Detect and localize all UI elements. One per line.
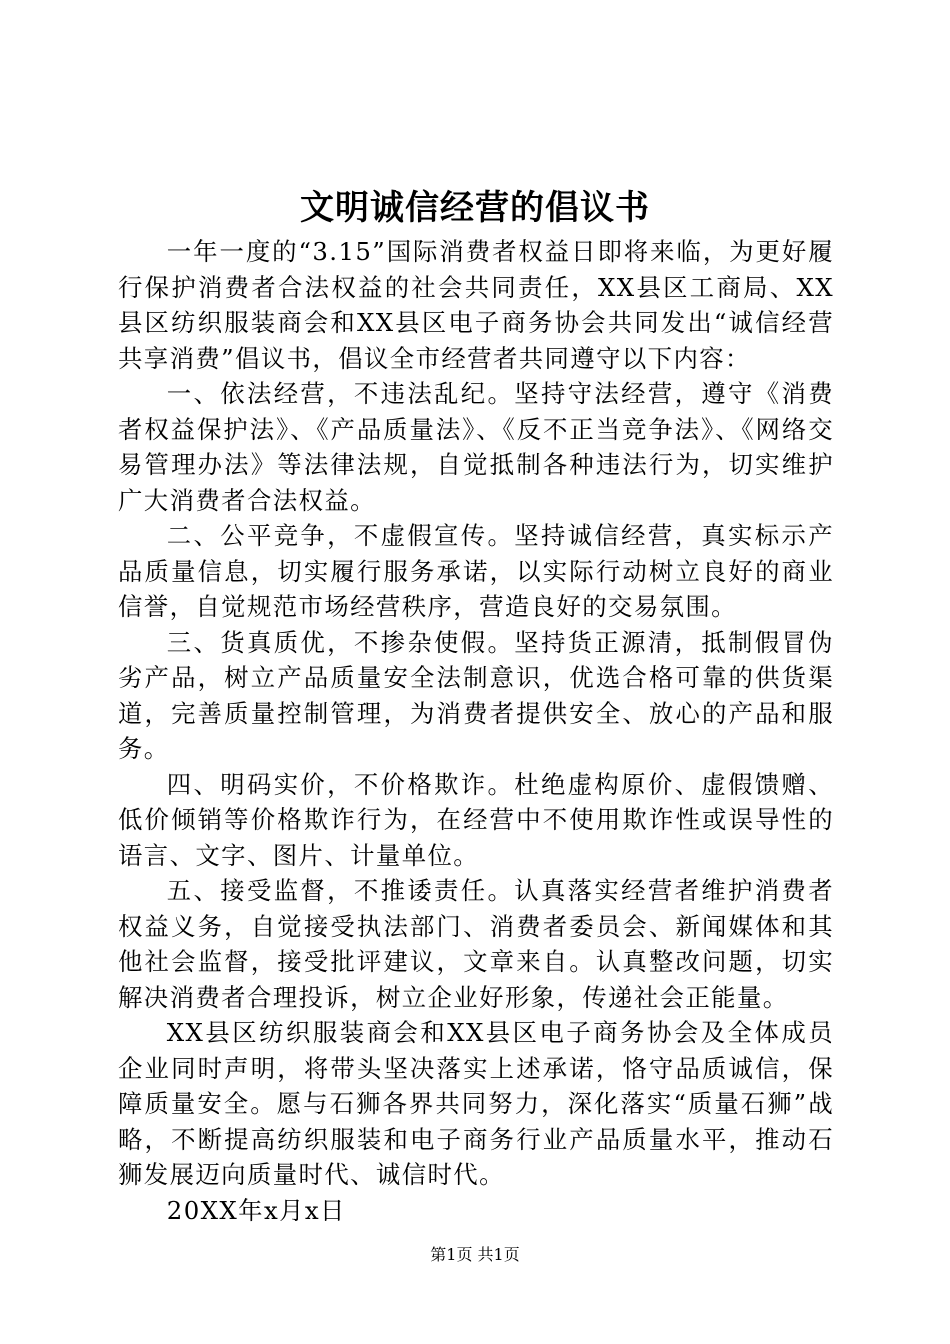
item-1-paragraph: 一、依法经营，不违法乱纪。坚持守法经营，遵守《消费者权益保护法》、《产品质量法》、《反不正当竞争法》、《网络交易管理办法》等法律法规，自觉抵制各种违法行为，切实维护广大消费者合法权益。: [118, 379, 834, 515]
date-line: 20XX年x月x日: [166, 1195, 346, 1225]
document-title: 文明诚信经营的倡议书: [300, 188, 650, 228]
document-body: [118, 234, 834, 1228]
item-3-paragraph: 三、货真质优，不掺杂使假。坚持货正源清，抵制假冒伪劣产品，树立产品质量安全法制意识，优选合格可靠的供货渠道，完善质量控制管理，为消费者提供安全、放心的产品和服务。: [118, 627, 834, 763]
item-5-paragraph: 五、接受监督，不推诿责任。认真落实经营者维护消费者权益义务，自觉接受执法部门、消费者委员会、新闻媒体和其他社会监督，接受批评建议，文章来自。认真整改问题，切实解决消费者合理投诉，树立企业好形象，传递社会正能量。: [118, 876, 834, 1012]
item-4-paragraph: 四、明码实价，不价格欺诈。杜绝虚构原价、虚假馈赠、低价倾销等价格欺诈行为，在经营中不使用欺诈性或误导性的语言、文字、图片、计量单位。: [118, 769, 834, 870]
page-number-footer: 第1页 共1页: [430, 1245, 520, 1264]
intro-paragraph: 一年一度的“3.15”国际消费者权益日即将来临，为更好履行保护消费者合法权益的社会共同责任，XX县区工商局、XX县区纺织服装商会和XX县区电子商务协会共同发出“诚信经营共享消费”倡议书，倡议全市经营者共同遵守以下内容：: [118, 237, 834, 373]
closing-paragraph: XX县区纺织服装商会和XX县区电子商务协会及全体成员企业同时声明，将带头坚决落实上述承诺，恪守品质诚信，保障质量安全。愿与石狮各界共同努力，深化落实“质量石狮”战略，不断提高纺织服装和电子商务行业产品质量水平，推动石狮发展迈向质量时代、诚信时代。: [118, 1018, 834, 1189]
item-2-paragraph: 二、公平竞争，不虚假宣传。坚持诚信经营，真实标示产品质量信息，切实履行服务承诺，以实际行动树立良好的商业信誉，自觉规范市场经营秩序，营造良好的交易氛围。: [118, 521, 834, 621]
